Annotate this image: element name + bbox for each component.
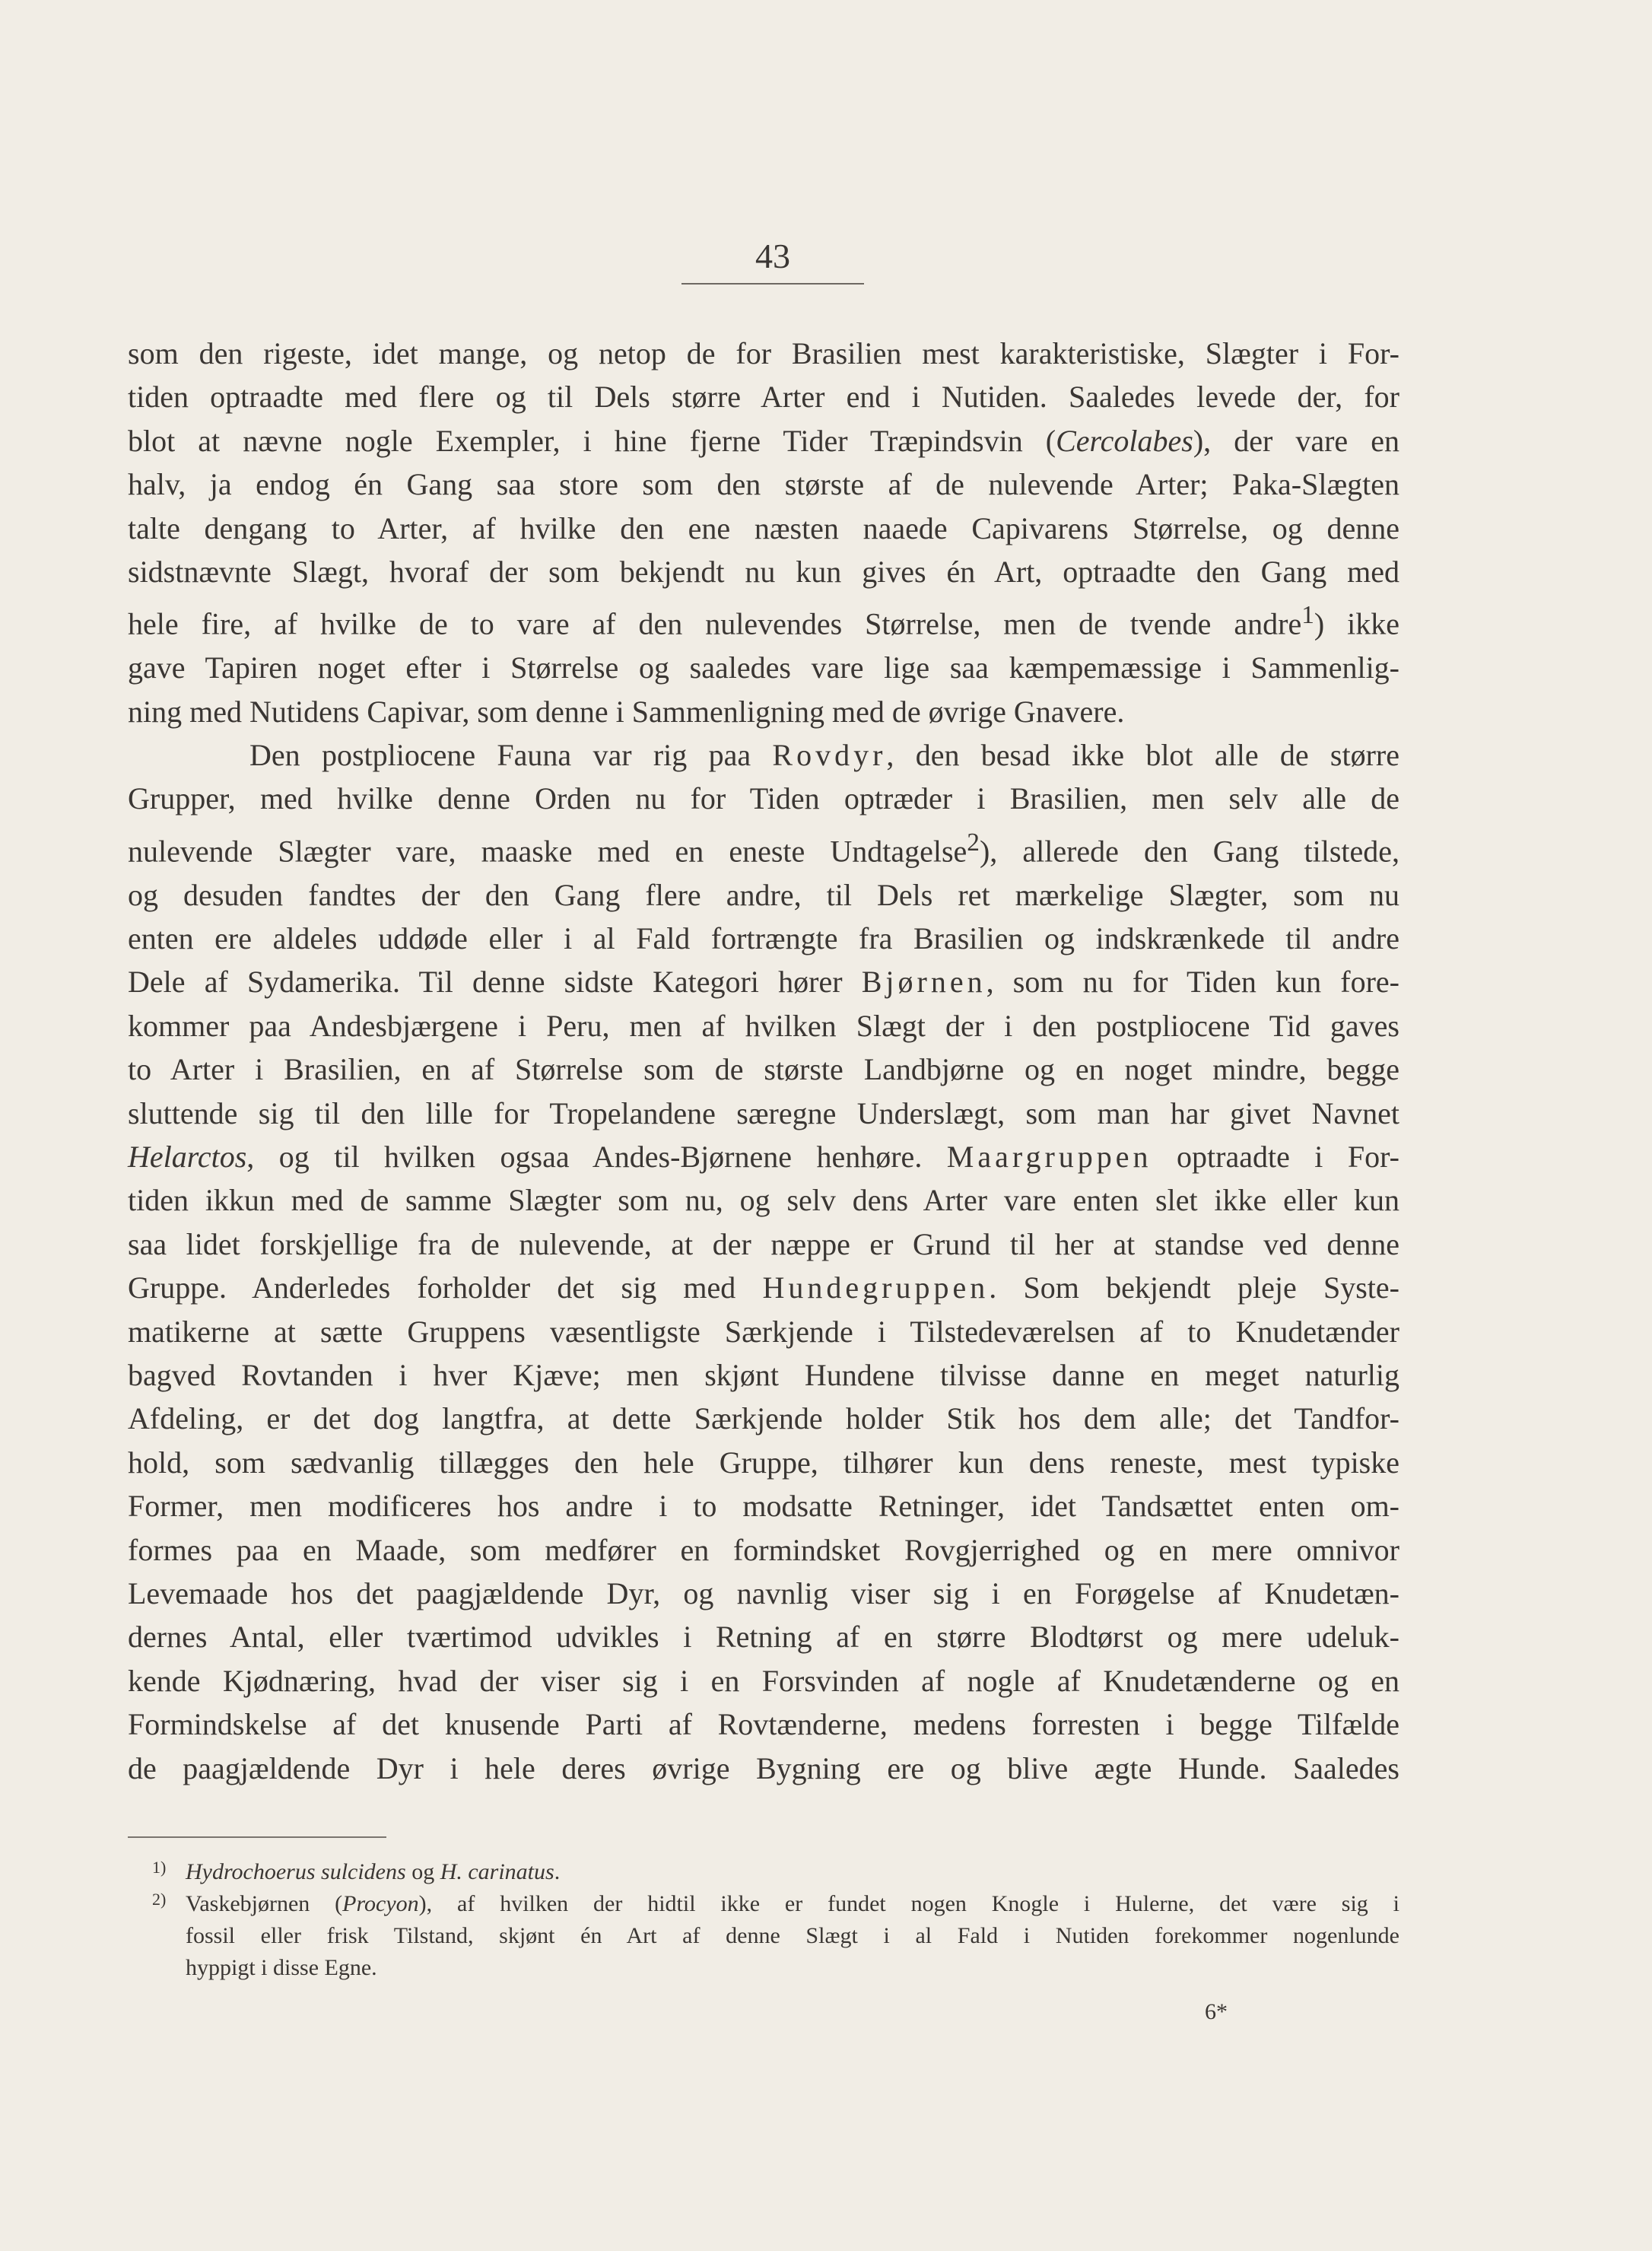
text-line: Helarctos, og til hvilken ogsaa Andes-Bjørnene henhøre. Maargruppen optraadte i For- xyxy=(128,1139,1399,1174)
text-line: matikerne at sætte Gruppens væsentligste Særkjende i Tilstedeværelsen af to Knudetænder xyxy=(128,1314,1399,1349)
footnote-line: Hydrochoerus sulcidens og H. carinatus. xyxy=(186,1859,561,1884)
text-line: hold, som sædvanlig tillægges den hele Gruppe, tilhører kun dens reneste, mest typiske xyxy=(128,1445,1399,1480)
body-text xyxy=(128,332,1399,1790)
footnote-line: fossil eller frisk Tilstand, skjønt én Art af denne Slægt i al Fald i Nutiden forekommer nogenlunde xyxy=(186,1923,1399,1948)
footnote xyxy=(152,1856,1399,1888)
emphasis-term: Maargruppen xyxy=(946,1139,1152,1174)
text-line: dernes Antal, eller tværtimod udvikles i Retning af en større Blodtørst og mere udeluk- xyxy=(128,1620,1399,1655)
footnotes xyxy=(152,1856,1399,1984)
footnote-ref: 2 xyxy=(967,828,980,857)
page-number: 43 xyxy=(755,237,790,275)
text-line: Grupper, med hvilke denne Orden nu for Tiden optræder i Brasilien, men selv alle de xyxy=(128,781,1399,816)
footnote-line: hyppigt i disse Egne. xyxy=(186,1955,377,1980)
text-line: de paagjældende Dyr i hele deres øvrige Bygning ere og blive ægte Hunde. Saaledes xyxy=(128,1750,1399,1785)
text-line: Den postpliocene Fauna var rig paa Rovdyr, den besad ikke blot alle de større xyxy=(249,737,1400,772)
text-line: nulevende Slægter vare, maaske med en eneste Undtagelse$^2$), allerede den Gang tilstede, xyxy=(128,828,1400,869)
footnote-line: Vaskebjørnen (Procyon), af hvilken der hidtil ikke er fundet nogen Knogle i Hulerne, det være sig i xyxy=(186,1891,1399,1916)
taxon-name: Hydrochoerus sulcidens xyxy=(186,1859,406,1884)
text-line: gave Tapiren noget efter i Størrelse og saaledes vare lige saa kæmpemæssige i Sammenlig- xyxy=(128,650,1399,685)
text-line: Afdeling, er det dog langtfra, at dette Særkjende holder Stik hos dem alle; det Tandfor- xyxy=(128,1401,1399,1436)
text-line: sluttende sig til den lille for Tropelandene særegne Underslægt, som man har givet Navnet xyxy=(128,1095,1399,1130)
text-line: talte dengang to Arter, af hvilke den ene næsten naaede Capivarens Størrelse, og denne xyxy=(128,510,1399,545)
text-line: tiden ikkun med de samme Slægter som nu, og selv dens Arter vare enten slet ikke eller kun xyxy=(128,1183,1399,1218)
text-line: Levemaade hos det paagjældende Dyr, og navnlig viser sig i en Forøgelse af Knudetæn- xyxy=(128,1576,1399,1611)
footnote-ref: 1 xyxy=(1301,601,1314,630)
footnote xyxy=(152,1888,1399,1984)
signature-mark: 6* xyxy=(1205,1999,1228,2024)
taxon-name: Helarctos xyxy=(128,1139,247,1174)
text-line: Formindskelse af det knusende Parti af Rovtænderne, medens forresten i begge Tilfælde xyxy=(128,1707,1399,1742)
text-line: to Arter i Brasilien, en af Størrelse som de største Landbjørne og en noget mindre, begge xyxy=(128,1052,1399,1087)
emphasis-term: Bjørnen xyxy=(861,965,986,1000)
text-line: som den rigeste, idet mange, og netop de for Brasilien mest karakteristiske, Slægter i For- xyxy=(128,336,1399,370)
text-line: hele fire, af hvilke de to vare af den nulevendes Størrelse, men de tvende andre$^1$) ikke xyxy=(128,601,1400,641)
footnote-mark: 2) xyxy=(152,1890,167,1909)
text-line: kommer paa Andesbjærgene i Peru, men af hvilken Slægt der i den postpliocene Tid gaves xyxy=(128,1008,1399,1043)
text-line: halv, ja endog én Gang saa store som den største af de nulevende Arter; Paka-Slægten xyxy=(128,467,1399,502)
taxon-name: Cercolabes xyxy=(1056,423,1193,458)
footnote-rule xyxy=(128,1836,386,1838)
text-line: formes paa en Maade, som medfører en formindsket Rovgjerrighed og en mere omnivor xyxy=(128,1532,1399,1567)
emphasis-term: Hundegruppen xyxy=(762,1270,990,1305)
text-line: tiden optraadte med flere og til Dels større Arter end i Nutiden. Saaledes levede der, for xyxy=(128,380,1399,415)
text-line: saa lidet forskjellige fra de nulevende, at der næppe er Grund til her at standse ved denne xyxy=(128,1226,1399,1261)
text-line: og desuden fandtes der den Gang flere andre, til Dels ret mærkelige Slægter, som nu xyxy=(128,877,1399,912)
text-line: Former, men modificeres hos andre i to modsatte Retninger, idet Tandsættet enten om- xyxy=(128,1489,1399,1524)
text-line: enten ere aldeles uddøde eller i al Fald fortrængte fra Brasilien og indskrænkede til andre xyxy=(128,920,1399,955)
footnote-mark: 1) xyxy=(152,1858,167,1877)
emphasis-term: Rovdyr xyxy=(772,737,887,772)
page-number-rule xyxy=(681,283,864,285)
text-line: bagved Rovtanden i hver Kjæve; men skjønt Hundene tilvisse danne en meget naturlig xyxy=(128,1358,1399,1392)
text-line: Dele af Sydamerika. Til denne sidste Kategori hører Bjørnen, som nu for Tiden kun fore- xyxy=(128,965,1399,1000)
text-line: ning med Nutidens Capivar, som denne i Sammenligning med de øvrige Gnavere. xyxy=(128,694,1125,729)
taxon-name: H. carinatus xyxy=(440,1859,554,1884)
taxon-name: Procyon xyxy=(342,1891,419,1916)
text-line: sidstnævnte Slægt, hvoraf der som bekjendt nu kun gives én Art, optraadte den Gang med xyxy=(128,555,1399,590)
text-line: Gruppe. Anderledes forholder det sig med Hundegruppen. Som bekjendt pleje Syste- xyxy=(128,1270,1399,1305)
text-line: blot at nævne nogle Exempler, i hine fjerne Tider Træpindsvin (Cercolabes), der vare en xyxy=(128,423,1399,458)
text-line: kende Kjødnæring, hvad der viser sig i en Forsvinden af nogle af Knudetænderne og en xyxy=(128,1663,1399,1698)
